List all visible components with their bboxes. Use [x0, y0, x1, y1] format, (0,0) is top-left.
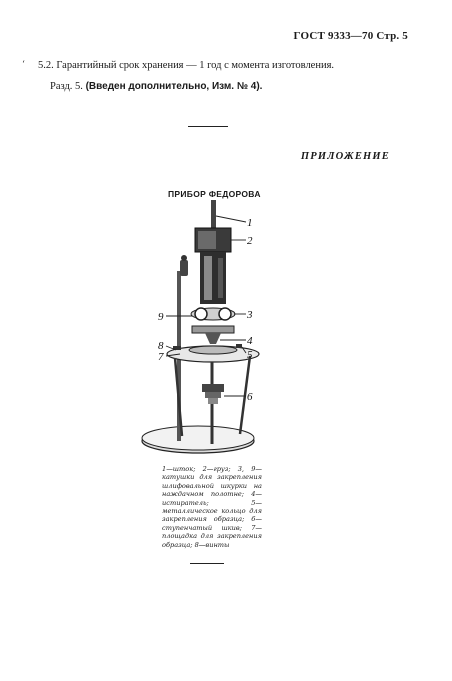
callout-3: 3 [247, 309, 253, 321]
figure-title: ПРИБОР ФЕДОРОВА [168, 189, 261, 199]
margin-mark: ʻ [22, 60, 25, 70]
page-header: ГОСТ 9333—70 Стр. 5 [293, 30, 408, 42]
base-top [142, 426, 254, 450]
stepped-pulley [202, 384, 224, 392]
bottom-divider [190, 563, 224, 564]
callout-2: 2 [247, 235, 253, 247]
callout-5: 5 [247, 349, 253, 361]
paragraph-section-5-note [50, 81, 262, 92]
rod [211, 200, 216, 230]
section-note-bold: (Введен дополнительно, Изм. № 4). [85, 81, 263, 92]
section-note-prefix: Разд. 5. [50, 81, 86, 92]
fedorov-apparatus-figure [140, 196, 280, 465]
paragraph-5-2 [38, 58, 404, 74]
callout-4: 4 [247, 335, 253, 347]
fedorov-apparatus-drawing [140, 196, 280, 461]
paragraph-5-2-text: 5.2. Гарантийный срок хранения — 1 год с момента изготовления. [38, 60, 335, 71]
callout-9: 9 [158, 311, 164, 323]
appendix-label: ПРИЛОЖЕНИЕ [300, 151, 390, 162]
callout-7: 7 [158, 351, 164, 363]
figure-caption: 1—шток; 2—груз; 3, 9—катушки для закрепления шлифовальной шкурки на наждачном полотне; 4—истиратель; 5—металлическое кольцо для закрепления образца; 6—ступенчатый шкив; 7—площадка для закрепления образца; 8—винты [162, 465, 262, 549]
section-divider [188, 126, 228, 127]
callout-6: 6 [247, 391, 253, 403]
abrader [205, 333, 221, 344]
callout-1: 1 [247, 217, 253, 229]
callout-8: 8 [158, 340, 164, 352]
